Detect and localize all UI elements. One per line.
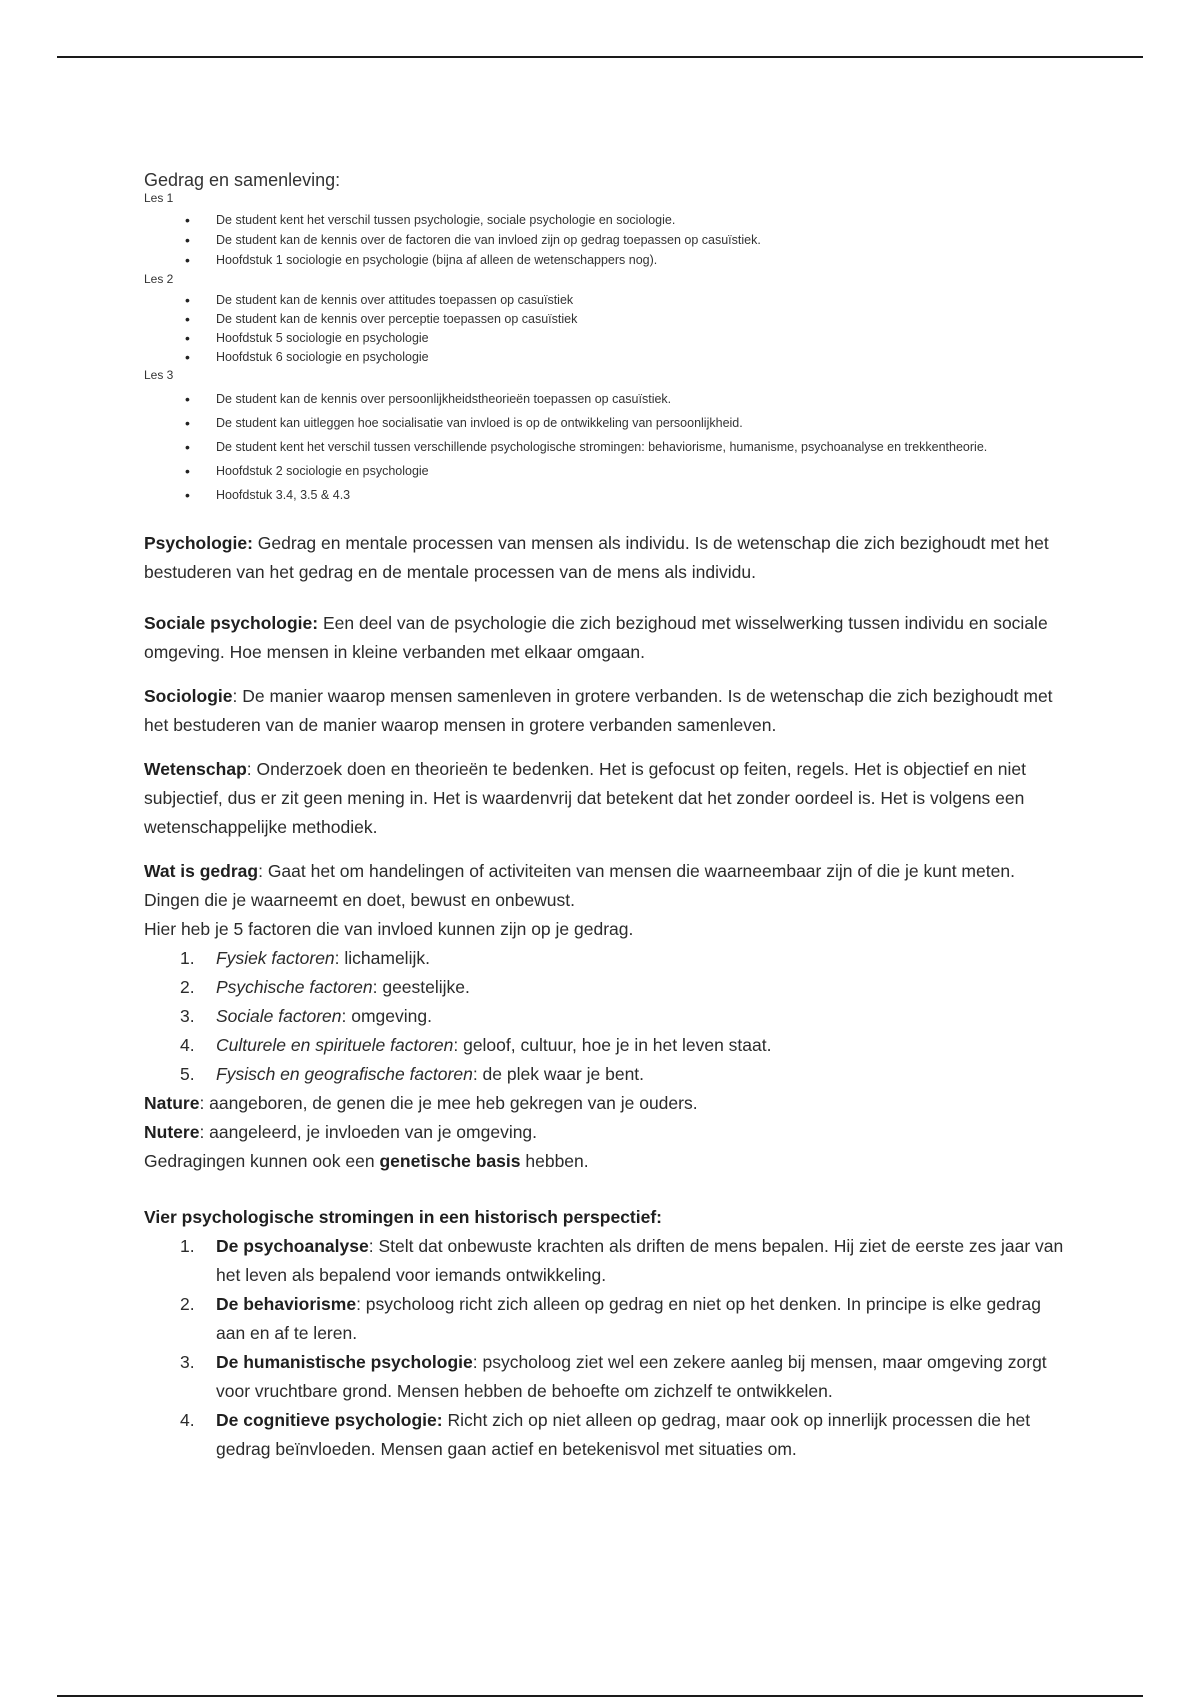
nurture-line: Nutere: aangeleerd, je invloeden van je omgeving. xyxy=(144,1122,538,1142)
document-body xyxy=(144,168,1064,1464)
term: Wat is gedrag xyxy=(144,861,259,881)
list-item: • De student kan de kennis over perceptie toepassen op casuïstiek xyxy=(216,310,1064,329)
stream-name: De behaviorisme xyxy=(216,1294,357,1314)
factors-intro: Hier heb je 5 factoren die van invloed kunnen zijn op je gedrag. xyxy=(144,919,634,939)
list-item: • Hoofdstuk 1 sociologie en psychologie (bijna af alleen de wetenschappers nog). xyxy=(216,250,1064,270)
les-label: Les 3 xyxy=(144,368,174,382)
list-item: 2. Psychische factoren: geestelijke. xyxy=(180,977,470,997)
stream-name: De psychoanalyse xyxy=(216,1236,369,1256)
definition-psychologie xyxy=(144,529,1064,587)
definition-text: Een deel van de psychologie die zich bezighoud met wisselwerking tussen individu en sociale omgeving. Hoe mensen in kleine verbanden met elkaar omgaan. xyxy=(144,613,1048,662)
term: Wetenschap xyxy=(144,759,247,779)
list-item: • De student kan de kennis over persoonlijkheidstheorieën toepassen op casuïstiek. xyxy=(216,387,1064,411)
factor-name: Culturele en spirituele factoren xyxy=(216,1035,454,1055)
factor-name: Sociale factoren xyxy=(216,1006,342,1026)
factor-name: Psychische factoren xyxy=(216,977,373,997)
list-item: 1. De psychoanalyse: Stelt dat onbewuste krachten als driften de mens bepalen. Hij ziet de eerste zes jaar van het leven als bepalend voor iemands ontwikkeling. xyxy=(180,1236,1064,1285)
list-item: • De student kan de kennis over attitudes toepassen op casuïstiek xyxy=(216,291,1064,310)
document-title: Gedrag en samenleving: xyxy=(144,170,341,190)
les-label: Les 1 xyxy=(144,191,174,205)
les-label: Les 2 xyxy=(144,272,174,286)
definition-text: : De manier waarop mensen samenleven in grotere verbanden. Is de wetenschap die zich bezighoudt met het bestuderen van de manier waarop mensen in grotere verbanden samenleven. xyxy=(144,686,1053,735)
header-rule xyxy=(57,56,1143,58)
les-1-block xyxy=(144,190,1064,270)
list-item: • De student kan de kennis over de factoren die van invloed zijn op gedrag toepassen op casuïstiek. xyxy=(216,230,1064,250)
term: Nutere xyxy=(144,1122,200,1142)
list-item: 3. Sociale factoren: omgeving. xyxy=(180,1006,432,1026)
term: Nature xyxy=(144,1093,200,1113)
factor-name: Fysiek factoren xyxy=(216,948,335,968)
genetic-line: Gedragingen kunnen ook een genetische basis hebben. xyxy=(144,1151,589,1171)
definition-text: Gedrag en mentale processen van mensen als individu. Is de wetenschap die zich bezighoudt met het bestuderen van het gedrag en de mentale processen van de mens als individu. xyxy=(144,533,1049,582)
list-item: 3. De humanistische psychologie: psycholoog ziet wel een zekere aanleg bij mensen, maar omgeving zorgt voor vruchtbare grond. Mensen hebben de behoefte om zichzelf te ontwikkelen. xyxy=(180,1352,1047,1401)
footer-rule xyxy=(57,1695,1143,1697)
les-3-list xyxy=(144,387,1064,507)
list-item: • De student kan uitleggen hoe socialisatie van invloed is op de ontwikkeling van persoonlijkheid. xyxy=(216,411,1064,435)
factor-name: Fysisch en geografische factoren xyxy=(216,1064,473,1084)
definition-sociale-psychologie xyxy=(144,609,1064,667)
list-item: • Hoofdstuk 5 sociologie en psychologie xyxy=(216,329,1064,348)
list-item: • Hoofdstuk 6 sociologie en psychologie xyxy=(216,348,1064,367)
list-item: 1. Fysiek factoren: lichamelijk. xyxy=(180,948,430,968)
term: Psychologie: xyxy=(144,533,253,553)
stream-name: De humanistische psychologie xyxy=(216,1352,473,1372)
term: Sociologie xyxy=(144,686,233,706)
factors-list xyxy=(144,944,1064,1089)
term: genetische basis xyxy=(379,1151,521,1171)
term: Sociale psychologie: xyxy=(144,613,319,633)
definitions xyxy=(144,529,1064,1464)
definition-sociologie xyxy=(144,682,1064,740)
streams-heading: Vier psychologische stromingen in een historisch perspectief: xyxy=(144,1207,663,1227)
les-1-list xyxy=(144,210,1064,270)
les-2-block xyxy=(144,271,1064,367)
les-3-block xyxy=(144,367,1064,507)
list-item: 4. De cognitieve psychologie: Richt zich op niet alleen op gedrag, maar ook op innerlijk processen die het gedrag beïnvloeden. Mensen gaan actief en betekenisvol met situaties om. xyxy=(180,1410,1031,1459)
definition-gedrag xyxy=(144,857,1064,915)
nature-line: Nature: aangeboren, de genen die je mee heb gekregen van je ouders. xyxy=(144,1093,698,1113)
streams-list xyxy=(144,1232,1064,1464)
definition-text: : Gaat het om handelingen of activiteiten van mensen die waarneembaar zijn of die je kunt meten. Dingen die je waarneemt en doet, bewust en onbewust. xyxy=(144,861,1015,910)
list-item: • Hoofdstuk 2 sociologie en psychologie xyxy=(216,459,1064,483)
list-item: • De student kent het verschil tussen psychologie, sociale psychologie en sociologie. xyxy=(216,210,1064,230)
stream-name: De cognitieve psychologie: xyxy=(216,1410,443,1430)
definition-text: : Onderzoek doen en theorieën te bedenken. Het is gefocust op feiten, regels. Het is objectief en niet subjectief, dus er zit geen mening in. Het is waardenvrij dat betekent dat het zonder oordeel is. Het is volgens een wetenschappelijke methodiek. xyxy=(144,759,1027,837)
definition-wetenschap xyxy=(144,755,1064,842)
list-item: 4. Culturele en spirituele factoren: geloof, cultuur, hoe je in het leven staat. xyxy=(180,1035,772,1055)
list-item: 2. De behaviorisme: psycholoog richt zich alleen op gedrag en niet op het denken. In principe is elke gedrag aan en af te leren. xyxy=(180,1294,1041,1343)
les-2-list xyxy=(144,291,1064,367)
list-item: 5. Fysisch en geografische factoren: de plek waar je bent. xyxy=(180,1064,645,1084)
list-item: • Hoofdstuk 3.4, 3.5 & 4.3 xyxy=(216,483,1064,507)
list-item: • De student kent het verschil tussen verschillende psychologische stromingen: behaviorisme, humanisme, psychoanalyse en trekkentheorie. xyxy=(216,435,996,459)
